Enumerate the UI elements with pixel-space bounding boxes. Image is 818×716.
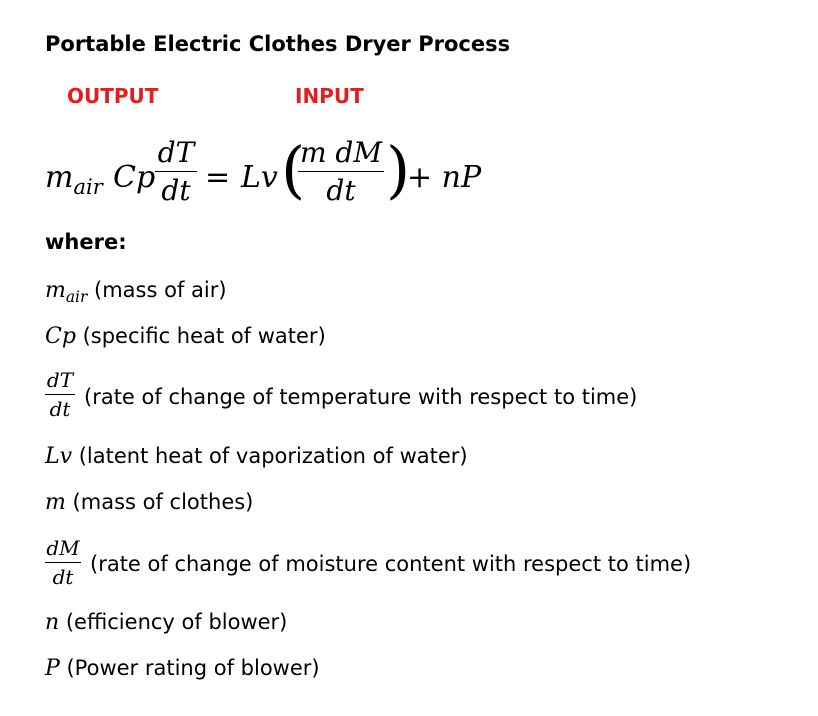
definition-dt-desc: (rate of change of temperature with respect to time) <box>84 385 638 409</box>
equation-equals: = <box>205 160 231 195</box>
definition-mass-clothes: m (mass of clothes) <box>45 490 254 515</box>
definition-mass-air: $m_{air}$ (mass of air) <box>45 278 227 307</box>
equation-dm-fraction: m dM dt <box>299 136 383 207</box>
where-label: where: <box>45 230 127 254</box>
equation-mass-air: $m_{air}$ <box>45 160 103 200</box>
equation-open-paren: ( <box>281 133 306 206</box>
equation-lv: Lv <box>241 160 278 195</box>
definition-lv: Lv (latent heat of vaporization of water) <box>45 444 468 469</box>
equation-np-term: + nP <box>407 160 482 195</box>
output-label: OUTPUT <box>67 84 159 108</box>
definition-dm-desc: (rate of change of moisture content with respect to time) <box>90 552 692 576</box>
equation-close-paren: ) <box>386 133 411 206</box>
page-title: Portable Electric Clothes Dryer Process <box>45 32 511 56</box>
definition-efficiency: n (efficiency of blower) <box>45 610 288 635</box>
definition-dm-fraction: dM dt <box>46 536 80 589</box>
definition-dt-fraction: dT dt <box>46 368 74 421</box>
equation-dt-fraction: dT dt <box>155 136 197 207</box>
definition-power: P (Power rating of blower) <box>45 656 320 681</box>
equation-cp: Cp <box>113 160 156 195</box>
input-label: INPUT <box>295 84 364 108</box>
definition-cp: Cp (specific heat of water) <box>45 324 326 349</box>
